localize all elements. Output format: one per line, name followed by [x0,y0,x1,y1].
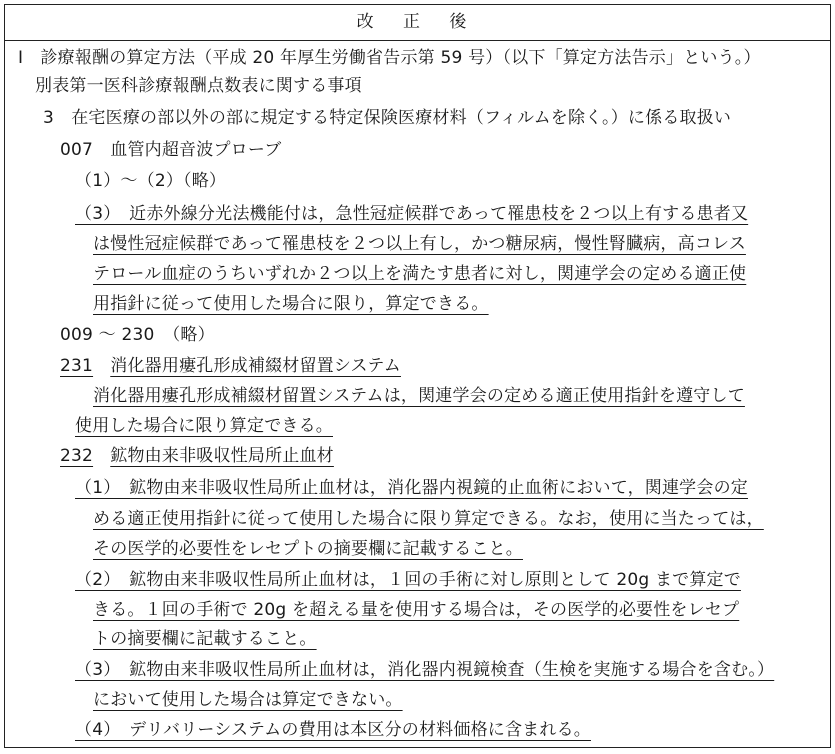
text-line-20: トの摘要欄に記載すること。 [93,629,317,649]
text-line-14 [60,442,334,470]
text-line-19: きる。１回の手術で 20g を超える量を使用する場合は，その医学的必要性をレセプ [93,600,740,620]
text-line-9: 用指針に従って使用した場合に限り，算定できる。 [93,294,489,314]
text-line-22: において使用した場合は算定できない。 [93,690,403,710]
text-line-15: （1） 鉱物由来非吸収性局所止血材は，消化器内視鏡的止血術において，関連学会の定 [75,478,748,498]
text-line-13: 使用した場合に限り算定できる。 [75,416,333,436]
item-number-232: 232 [60,446,94,466]
table-header: 改 正 後 [5,5,830,41]
text-line-4: 007 血管内超音波プローブ [60,140,282,160]
text-line-6: （3） 近赤外線分光法機能付は，急性冠症候群であって罹患枝を２つ以上有する患者又 [75,204,749,224]
text-line-1: Ⅰ 診療報酬の算定方法（平成 20 年厚生労働省告示第 59 号）（以下「算定方法告示」という。） [18,48,761,68]
text-line-11 [60,352,401,380]
text-line-8: テロール血症のうちいずれか２つ以上を満たす患者に対し，関連学会の定める適正使 [93,264,747,284]
text-line-2: 別表第一医科診療報酬点数表に関する事項 [35,76,362,96]
text-line-17: その医学的必要性をレセプトの摘要欄に記載すること。 [93,539,523,559]
text-line-3: 3 在宅医療の部以外の部に規定する特定保険医療材料（フィルムを除く。）に係る取扱い [43,108,732,128]
text-line-12: 消化器用瘻孔形成補綴材留置システムは，関連学会の定める適正使用指針を遵守して [93,386,745,406]
text-line-5: （1）～（2）（略） [75,171,227,191]
item-number-231: 231 [60,356,94,376]
text-line-7: は慢性冠症候群であって罹患枝を２つ以上有し，かつ糖尿病，慢性腎臓病，高コレス [93,234,746,254]
text-line-18: （2） 鉱物由来非吸収性局所止血材は，１回の手術に対し原則として 20g まで算定で [75,570,741,590]
item-title-231: 消化器用瘻孔形成補綴材留置システム [110,356,401,376]
text-line-23: （4） デリバリーシステムの費用は本区分の材料価格に含まれる。 [75,720,591,740]
text-line-16: める適正使用指針に従って使用した場合に限り算定できる。なお，使用に当たっては， [93,509,764,529]
text-line-10: 009 ～ 230 （略） [60,325,215,345]
item-title-232: 鉱物由来非吸収性局所止血材 [110,446,334,466]
text-line-21: （3） 鉱物由来非吸収性局所止血材は，消化器内視鏡検査（生検を実施する場合を含む。） [75,660,775,680]
